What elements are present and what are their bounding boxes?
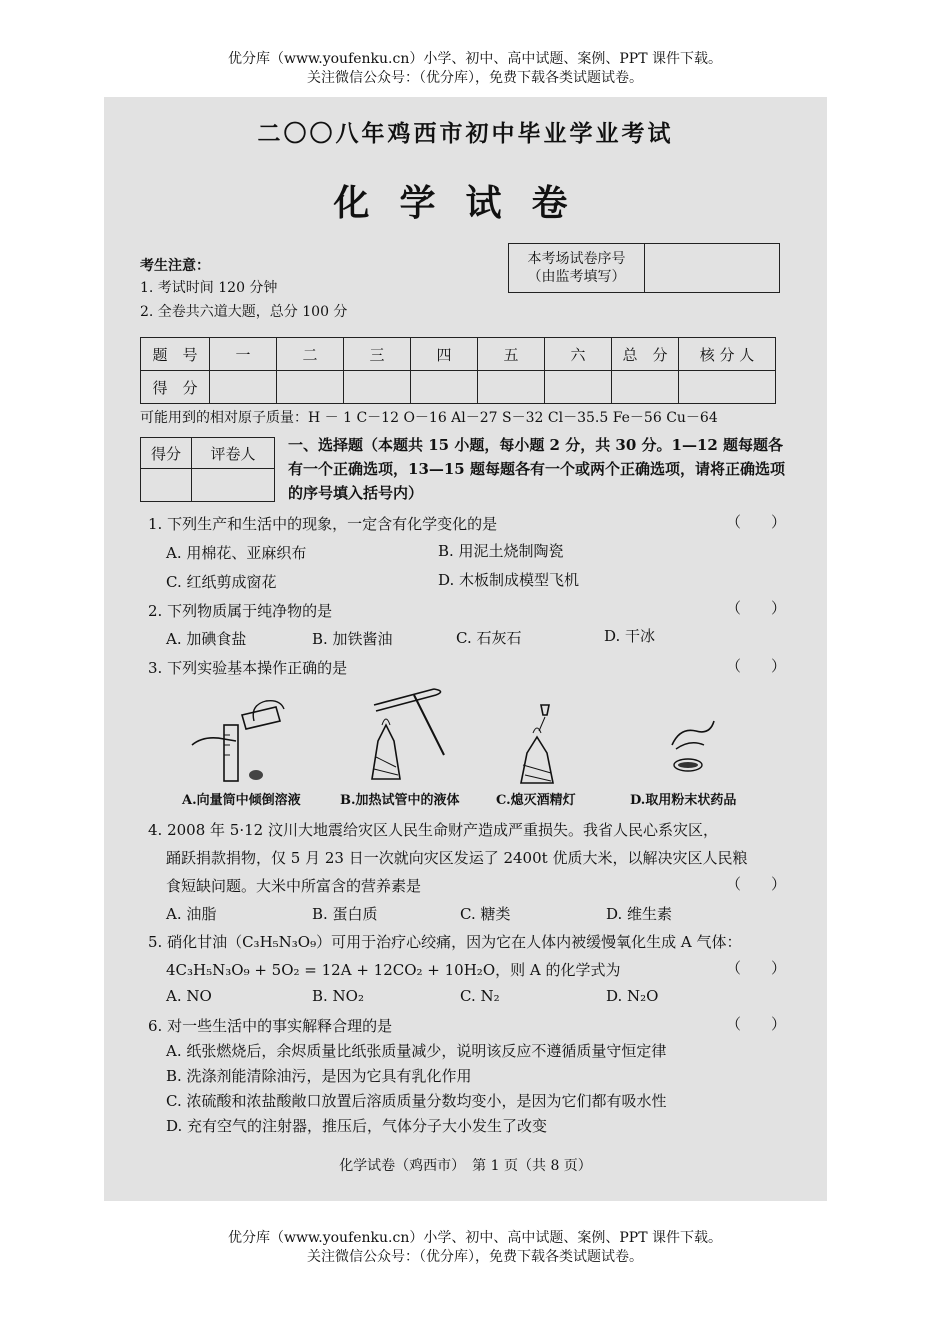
grader-score-label: 得分: [141, 438, 192, 469]
figure-d-caption: D.取用粉末状药品: [630, 793, 737, 808]
q6-option-d: D. 充有空气的注射器，推压后，气体分子大小发生了改变: [166, 1117, 548, 1135]
footer-banner: [0, 1229, 950, 1267]
notice-title: 考生注意：: [140, 258, 210, 274]
banner-line-1: 优分库（www.youfenku.cn）小学、初中、高中试题、案例、PPT 课件下载。: [227, 51, 722, 67]
question-6-stem: 6. 对一些生活中的事实解释合理的是: [148, 1017, 393, 1035]
score-header: 总 分: [612, 338, 679, 371]
grader-name-cell[interactable]: [192, 469, 275, 502]
banner-line-2: 关注微信公众号：（优分库），免费下载各类试题试卷。: [307, 1249, 643, 1265]
question-4-stem-line-3: 食短缺问题。大米中所富含的营养素是: [166, 877, 422, 895]
q2-option-a: A. 加碘食盐: [166, 630, 247, 648]
question-3-stem: 3. 下列实验基本操作正确的是: [148, 659, 348, 677]
pouring-solution-figure: [184, 695, 294, 785]
question-5-stem-line-2: 4C₃H₅N₃O₉ + 5O₂ = 12A + 12CO₂ + 10H₂O，则 A 的化学式为: [166, 961, 621, 979]
score-header-row: [141, 338, 776, 371]
score-table: [140, 337, 776, 404]
question-1-stem: 1. 下列生产和生活中的现象，一定含有化学变化的是: [148, 515, 498, 533]
answer-paren-1[interactable]: （ ）: [726, 513, 787, 531]
seq-fill-area[interactable]: [645, 244, 779, 292]
question-4-stem-line-1: 4. 2008 年 5·12 汶川大地震给灾区人民生命财产造成严重损失。我省人民心系灾区，: [148, 821, 718, 839]
q5-option-d: D. N₂O: [606, 987, 659, 1005]
page-footer: 化学试卷（鸡西市） 第 1 页（共 8 页）: [339, 1158, 592, 1174]
figure-b-caption: B.加热试管中的液体: [340, 793, 460, 808]
seq-label-line-1: 本考场试卷序号: [527, 251, 626, 267]
score-cell[interactable]: [344, 371, 411, 404]
heating-test-tube-figure: [354, 685, 464, 785]
score-header: 六: [545, 338, 612, 371]
q4-option-a: A. 油脂: [166, 905, 217, 923]
q1-option-d: D. 木板制成模型飞机: [438, 571, 580, 589]
score-header: 一: [210, 338, 277, 371]
exam-title: 二〇〇八年鸡西市初中毕业学业考试: [257, 120, 674, 147]
answer-paren-4[interactable]: （ ）: [726, 875, 787, 893]
q6-option-a: A. 纸张燃烧后，余烬质量比纸张质量减少，说明该反应不遵循质量守恒定律: [166, 1042, 667, 1060]
score-cell[interactable]: [545, 371, 612, 404]
seq-label-line-2: （由监考填写）: [527, 269, 626, 285]
score-cell[interactable]: [478, 371, 545, 404]
score-cell[interactable]: [277, 371, 344, 404]
q5-option-b: B. NO₂: [312, 987, 364, 1005]
q1-option-a: A. 用棉花、亚麻织布: [166, 544, 307, 562]
answer-paren-2[interactable]: （ ）: [726, 599, 787, 617]
scanned-exam-page: [104, 97, 827, 1201]
figure-a-caption: A.向量筒中倾倒溶液: [182, 793, 301, 808]
question-5-stem-line-1: 5. 硝化甘油（C₃H₅N₃O₉）可用于治疗心绞痛，因为它在人体内被缓慢氧化生成 A 气体：: [148, 933, 742, 951]
section-1-instructions: 一、选择题（本题共 15 小题，每小题 2 分，共 30 分。1—12 题每题各有一个正确选项，13—15 题每题各有一个或两个正确选项，请将正确选项的序号填入括号内）: [288, 436, 785, 502]
notice-item-2: 2. 全卷共六道大题，总分 100 分: [140, 304, 348, 320]
q1-option-b: B. 用泥土烧制陶瓷: [438, 542, 564, 560]
score-cell[interactable]: [210, 371, 277, 404]
question-4-stem-line-2: 踊跃捐款捐物，仅 5 月 23 日一次就向灾区发运了 2400t 优质大米，以解决灾区人民粮: [166, 849, 748, 867]
powder-reagent-figure: [666, 715, 726, 781]
q6-option-c: C. 浓硫酸和浓盐酸敞口放置后溶质质量分数均变小，是因为它们都有吸水性: [166, 1092, 667, 1110]
exam-subtitle: 化学试卷: [333, 182, 598, 224]
seq-number-box: [508, 243, 780, 293]
q4-option-d: D. 维生素: [606, 905, 673, 923]
score-row-label: 得 分: [141, 371, 210, 404]
banner-line-1: 优分库（www.youfenku.cn）小学、初中、高中试题、案例、PPT 课件下载。: [227, 1230, 722, 1246]
q4-option-b: B. 蛋白质: [312, 905, 378, 923]
q1-option-c: C. 红纸剪成窗花: [166, 573, 277, 591]
score-header: 二: [277, 338, 344, 371]
atomic-masses: 可能用到的相对原子质量：H － 1 C－12 O－16 Al－27 S－32 Cl－35.5 Fe－56 Cu－64: [140, 410, 718, 426]
header-banner: [0, 50, 950, 88]
grader-score-cell[interactable]: [141, 469, 192, 502]
score-header: 四: [411, 338, 478, 371]
score-header: 核 分 人: [679, 338, 776, 371]
score-header: 五: [478, 338, 545, 371]
question-2-stem: 2. 下列物质属于纯净物的是: [148, 602, 333, 620]
q5-option-c: C. N₂: [460, 987, 500, 1005]
answer-paren-5[interactable]: （ ）: [726, 959, 787, 977]
q2-option-c: C. 石灰石: [456, 629, 522, 647]
answer-paren-6[interactable]: （ ）: [726, 1015, 787, 1033]
seq-label: [509, 244, 645, 292]
score-header: 题 号: [141, 338, 210, 371]
score-cell[interactable]: [411, 371, 478, 404]
score-header: 三: [344, 338, 411, 371]
q2-option-d: D. 干冰: [604, 627, 656, 645]
figure-c-caption: C.熄灭酒精灯: [496, 793, 576, 808]
notice-item-1: 1. 考试时间 120 分钟: [140, 280, 278, 296]
score-cell[interactable]: [679, 371, 776, 404]
q6-option-b: B. 洗涤剂能清除油污，是因为它具有乳化作用: [166, 1067, 472, 1085]
q5-option-a: A. NO: [166, 987, 212, 1005]
grader-table: [140, 437, 275, 502]
banner-line-2: 关注微信公众号：（优分库），免费下载各类试题试卷。: [307, 70, 643, 86]
score-value-row: [141, 371, 776, 404]
grader-name-label: 评卷人: [192, 438, 275, 469]
score-cell[interactable]: [612, 371, 679, 404]
alcohol-lamp-figure: [509, 703, 569, 787]
answer-paren-3[interactable]: （ ）: [726, 657, 787, 675]
q2-option-b: B. 加铁酱油: [312, 630, 393, 648]
q4-option-c: C. 糖类: [460, 905, 511, 923]
